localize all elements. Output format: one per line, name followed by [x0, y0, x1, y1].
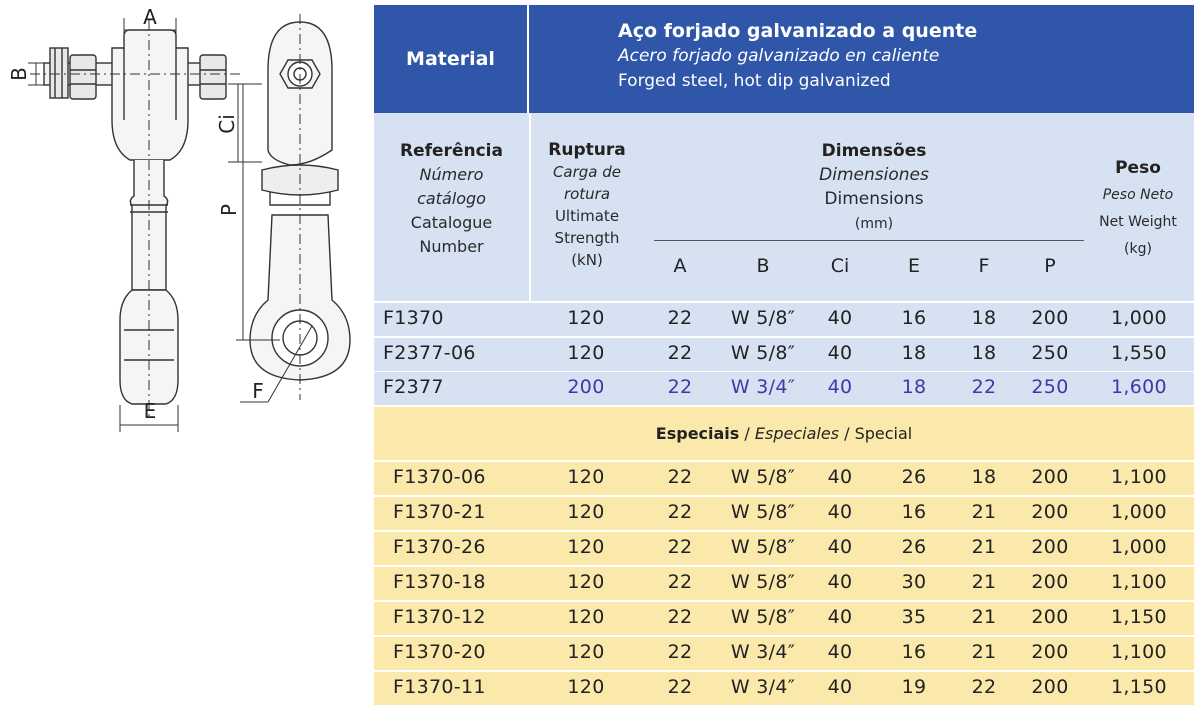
cell-p: 200 [1031, 466, 1069, 488]
cell-a: 22 [667, 307, 693, 329]
description-es: Acero forjado galvanizado en caliente [618, 46, 940, 66]
cell-ci: 40 [827, 501, 853, 523]
cell-f: 22 [971, 676, 997, 698]
header-dim-f: F [978, 255, 990, 277]
cell-a: 22 [667, 536, 693, 558]
header-reference: Referência Número catálogo Catalogue Number [400, 141, 503, 256]
cell-rupture: 120 [567, 466, 605, 488]
dim-label-ci: Ci [215, 114, 239, 134]
cell-f: 21 [971, 606, 997, 628]
header-dim-e: E [907, 255, 921, 277]
cell-p: 250 [1031, 376, 1069, 398]
cell-ref: F2377 [383, 376, 444, 398]
cell-ref: F1370 [383, 307, 444, 329]
table-row [374, 532, 1194, 565]
table-row [374, 372, 1194, 405]
cell-e: 18 [901, 342, 927, 364]
cell-weight: 1,600 [1111, 376, 1167, 398]
cell-p: 200 [1031, 641, 1069, 663]
cell-a: 22 [667, 501, 693, 523]
cell-f: 21 [971, 641, 997, 663]
cell-ci: 40 [827, 606, 853, 628]
side-view [250, 14, 350, 400]
cell-ref: F1370-06 [393, 466, 486, 488]
cell-weight: 1,150 [1111, 676, 1167, 698]
cell-ref: F1370-18 [393, 571, 486, 593]
column-headers [374, 113, 1194, 301]
cell-weight: 1,150 [1111, 606, 1167, 628]
cell-e: 19 [901, 676, 927, 698]
cell-b: W 5/8″ [730, 606, 796, 628]
cell-e: 35 [901, 606, 927, 628]
cell-ci: 40 [827, 307, 853, 329]
material-label: Material [374, 5, 529, 113]
cell-p: 250 [1031, 342, 1069, 364]
cell-weight: 1,000 [1111, 307, 1167, 329]
cell-f: 22 [971, 376, 997, 398]
cell-a: 22 [667, 606, 693, 628]
cell-p: 200 [1031, 676, 1069, 698]
cell-rupture: 120 [567, 501, 605, 523]
cell-ci: 40 [827, 342, 853, 364]
header-dim-p: P [1044, 255, 1056, 277]
cell-f: 18 [971, 466, 997, 488]
dim-label-e: E [143, 399, 157, 423]
cell-e: 26 [901, 466, 927, 488]
cell-rupture: 120 [567, 641, 605, 663]
material-description [618, 19, 977, 94]
description-en: Forged steel, hot dip galvanized [618, 71, 891, 91]
table-row [374, 338, 1194, 371]
cell-a: 22 [667, 466, 693, 488]
cell-b: W 3/4″ [730, 641, 796, 663]
cell-a: 22 [667, 676, 693, 698]
dim-label-a: A [143, 5, 157, 29]
cell-rupture: 120 [567, 307, 605, 329]
cell-e: 18 [901, 376, 927, 398]
cell-b: W 5/8″ [730, 571, 796, 593]
cell-p: 200 [1031, 501, 1069, 523]
dim-label-p: P [217, 203, 241, 217]
cell-ci: 40 [827, 641, 853, 663]
dim-label-f: F [252, 379, 264, 403]
cell-p: 200 [1031, 571, 1069, 593]
front-view [30, 20, 240, 420]
cell-f: 18 [971, 307, 997, 329]
cell-b: W 3/4″ [730, 376, 796, 398]
header-dimensions: Dimensões Dimensiones Dimensions (mm) [819, 141, 929, 232]
cell-e: 30 [901, 571, 927, 593]
cell-weight: 1,550 [1111, 342, 1167, 364]
table-row [374, 602, 1194, 635]
cell-weight: 1,100 [1111, 571, 1167, 593]
cell-a: 22 [667, 342, 693, 364]
cell-weight: 1,000 [1111, 501, 1167, 523]
cell-b: W 3/4″ [730, 676, 796, 698]
cell-b: W 5/8″ [730, 342, 796, 364]
cell-rupture: 120 [567, 606, 605, 628]
cell-ci: 40 [827, 536, 853, 558]
cell-weight: 1,100 [1111, 466, 1167, 488]
cell-e: 16 [901, 501, 927, 523]
description-pt: Aço forjado galvanizado a quente [618, 20, 978, 42]
cell-a: 22 [667, 641, 693, 663]
cell-ref: F1370-11 [393, 676, 486, 698]
table-row [374, 462, 1194, 495]
cell-ref: F1370-26 [393, 536, 486, 558]
technical-drawing [0, 0, 365, 709]
cell-a: 22 [667, 376, 693, 398]
dim-label-b: B [7, 67, 31, 81]
cell-ref: F2377-06 [383, 342, 476, 364]
cell-rupture: 120 [567, 536, 605, 558]
cell-a: 22 [667, 571, 693, 593]
cell-p: 200 [1031, 536, 1069, 558]
cell-e: 16 [901, 641, 927, 663]
header-dim-a: A [673, 255, 687, 277]
cell-e: 16 [901, 307, 927, 329]
material-header [374, 5, 1194, 113]
special-divider: Especiais / Especiales / Special [374, 407, 1194, 460]
cell-ref: F1370-12 [393, 606, 486, 628]
cell-rupture: 200 [567, 376, 605, 398]
cell-b: W 5/8″ [730, 307, 796, 329]
cell-weight: 1,100 [1111, 641, 1167, 663]
cell-ci: 40 [827, 676, 853, 698]
table-row [374, 567, 1194, 600]
cell-f: 21 [971, 501, 997, 523]
cell-b: W 5/8″ [730, 536, 796, 558]
cell-ref: F1370-20 [393, 641, 486, 663]
cell-ci: 40 [827, 376, 853, 398]
cell-b: W 5/8″ [730, 501, 796, 523]
cell-p: 200 [1031, 606, 1069, 628]
cell-f: 18 [971, 342, 997, 364]
cell-rupture: 120 [567, 571, 605, 593]
cell-ci: 40 [827, 571, 853, 593]
cell-ref: F1370-21 [393, 501, 486, 523]
cell-rupture: 120 [567, 676, 605, 698]
header-weight: Peso Peso Neto Net Weight (kg) [1099, 158, 1177, 257]
cell-b: W 5/8″ [730, 466, 796, 488]
cell-e: 26 [901, 536, 927, 558]
cell-p: 200 [1031, 307, 1069, 329]
cell-ci: 40 [827, 466, 853, 488]
cell-f: 21 [971, 536, 997, 558]
table-row [374, 497, 1194, 530]
table-row [374, 672, 1194, 705]
cell-weight: 1,000 [1111, 536, 1167, 558]
header-dim-ci: Ci [830, 255, 850, 277]
cell-f: 21 [971, 571, 997, 593]
table-row [374, 637, 1194, 670]
table-row [374, 303, 1194, 336]
cell-rupture: 120 [567, 342, 605, 364]
header-rupture: Ruptura Carga de rotura Ultimate Strength (kN) [548, 140, 626, 269]
header-dim-b: B [756, 255, 770, 277]
